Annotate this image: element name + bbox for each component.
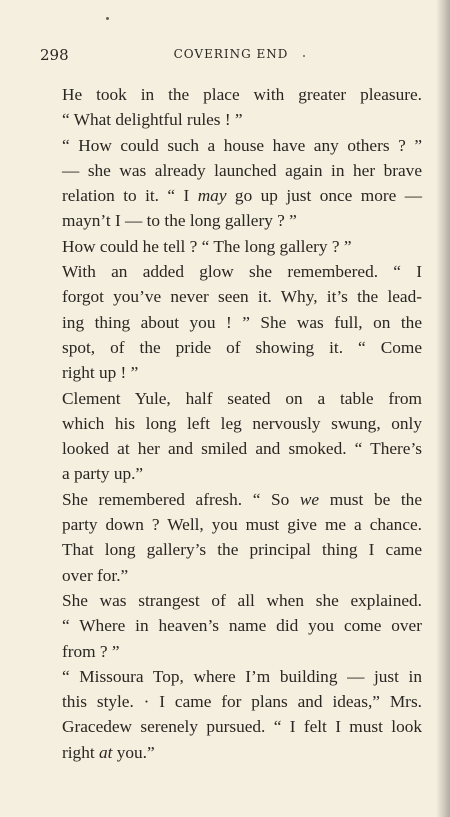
text-line: “ What delightful rules ! ” [62, 110, 243, 130]
text-line: She remembered afresh. “ So we must be the [62, 489, 422, 509]
paragraph [40, 234, 422, 259]
text-line: Gracedew serenely pursued. “ I felt I must look [62, 717, 422, 737]
text-line: She was strangest of all when she explained. [62, 590, 422, 610]
italic-word: at [98, 742, 113, 762]
text-line: “ How could such a house have any others ? ” [62, 135, 422, 155]
italic-word: may [197, 186, 227, 206]
page-number: 298 [40, 46, 69, 64]
text-line: this style. · I came for plans and ideas,” Mrs. [62, 692, 422, 712]
paragraph [40, 664, 422, 765]
page-gutter-shadow [436, 0, 450, 817]
text-line: relation to it. “ I may go up just once more — [62, 186, 422, 206]
paragraph [40, 259, 422, 385]
text-line: — she was already launched again in her brave [62, 160, 422, 180]
paragraph [40, 82, 422, 133]
text-line: a party up.” [62, 464, 144, 484]
page-header [40, 46, 422, 66]
text-line: Clement Yule, half seated on a table from [62, 388, 422, 408]
text-line: which his long left leg nervously swung, only [62, 413, 422, 433]
italic-word: we [299, 489, 320, 509]
text-line: ing thing about you ! ” She was full, on the [62, 312, 422, 332]
text-line: spot, of the pride of showing it. “ Come [62, 337, 422, 357]
page-body [40, 82, 422, 765]
ink-speck [106, 17, 109, 20]
text-line: How could he tell ? “ The long gallery ? ” [62, 236, 352, 256]
paragraph [40, 133, 422, 234]
text-line: “ Where in heaven’s name did you come over [62, 616, 422, 636]
text-line: right at you.” [62, 742, 155, 762]
text-line: With an added glow she remembered. “ I [62, 262, 422, 282]
paragraph [40, 588, 422, 664]
running-title: COVERING END [173, 47, 289, 61]
text-line: looked at her and smiled and smoked. “ There’s [62, 439, 422, 459]
text-line: He took in the place with greater pleasure. [62, 85, 422, 104]
text-line: forgot you’ve never seen it. Why, it’s the lead- [62, 287, 422, 307]
text-line: over for.” [62, 565, 129, 585]
text-line: “ Missoura Top, where I’m building — just in [62, 666, 422, 686]
paragraph [40, 487, 422, 588]
paragraph [40, 386, 422, 487]
text-line: party down ? Well, you must give me a chance. [62, 515, 422, 535]
text-line: right up ! ” [62, 363, 139, 383]
text-line: mayn’t I — to the long gallery ? ” [62, 211, 297, 231]
text-line: from ? ” [62, 641, 120, 661]
text-line: That long gallery’s the principal thing I came [62, 540, 422, 560]
